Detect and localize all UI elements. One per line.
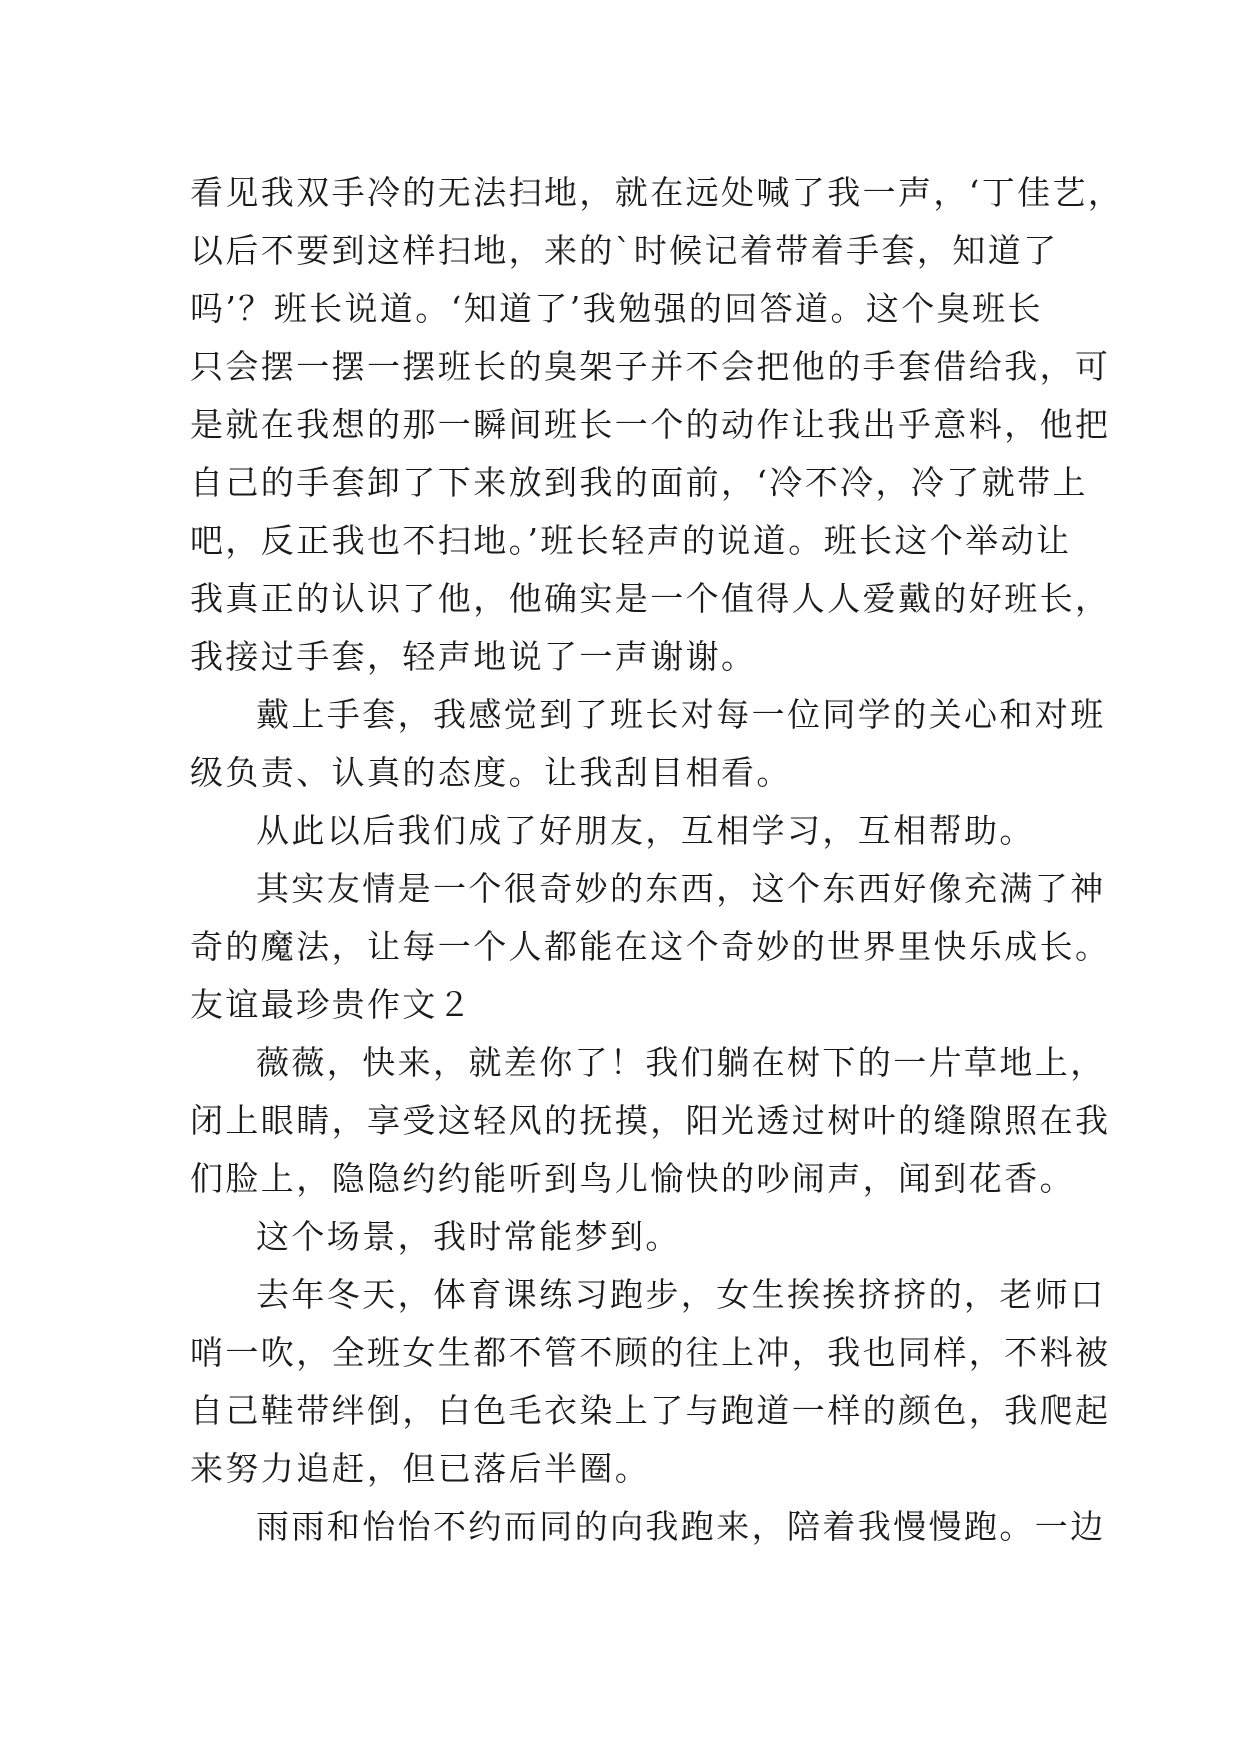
text-line: 看见我双手冷的无法扫地，就在远处喊了我一声，‘丁佳艺， (190, 173, 1124, 212)
text-line: 我真正的认识了他，他确实是一个值得人人爱戴的好班长， (190, 579, 1111, 618)
text-line: 闭上眼睛，享受这轻风的抚摸，阳光透过树叶的缝隙照在我 (190, 1101, 1111, 1140)
text-line: 哨一吹，全班女生都不管不顾的往上冲，我也同样，不料被 (190, 1333, 1111, 1372)
text-line: 这个场景，我时常能梦到。 (256, 1217, 681, 1256)
text-line: 奇的魔法，让每一个人都能在这个奇妙的世界里快乐成长。 (190, 927, 1111, 966)
text-line: 是就在我想的那一瞬间班长一个的动作让我出乎意料，他把 (190, 405, 1111, 444)
text-line: 级负责、认真的态度。让我刮目相看。 (190, 753, 792, 792)
section-title: 友谊最珍贵作文２ (190, 985, 474, 1024)
text-line: 我接过手套，轻声地说了一声谢谢。 (190, 637, 757, 676)
text-line: 其实友情是一个很奇妙的东西，这个东西好像充满了神 (256, 869, 1106, 908)
text-line: 以后不要到这样扫地，来的`时候记着带着手套，知道了 (190, 231, 1059, 270)
text-line: 吧，反正我也不扫地。’班长轻声的说道。班长这个举动让 (190, 521, 1072, 560)
text-line: 雨雨和怡怡不约而同的向我跑来，陪着我慢慢跑。一边 (256, 1507, 1106, 1546)
text-line: 去年冬天，体育课练习跑步，女生挨挨挤挤的，老师口 (256, 1275, 1106, 1314)
text-line: 自己鞋带绊倒，白色毛衣染上了与跑道一样的颜色，我爬起 (190, 1391, 1111, 1430)
text-line: 来努力追赶，但已落后半圈。 (190, 1449, 651, 1488)
text-line: 吗’？班长说道。‘知道了’我勉强的回答道。这个臭班长 (190, 289, 1043, 328)
text-line: 薇薇，快来，就差你了！我们躺在树下的一片草地上， (256, 1043, 1106, 1082)
text-line: 们脸上，隐隐约约能听到鸟儿愉快的吵闹声，闻到花香。 (190, 1159, 1075, 1198)
text-line: 戴上手套，我感觉到了班长对每一位同学的关心和对班 (256, 695, 1106, 734)
text-line: 自己的手套卸了下来放到我的面前，‘冷不冷，冷了就带上 (190, 463, 1088, 502)
text-line: 从此以后我们成了好朋友，互相学习，互相帮助。 (256, 811, 1035, 850)
text-line: 只会摆一摆一摆班长的臭架子并不会把他的手套借给我，可 (190, 347, 1111, 386)
